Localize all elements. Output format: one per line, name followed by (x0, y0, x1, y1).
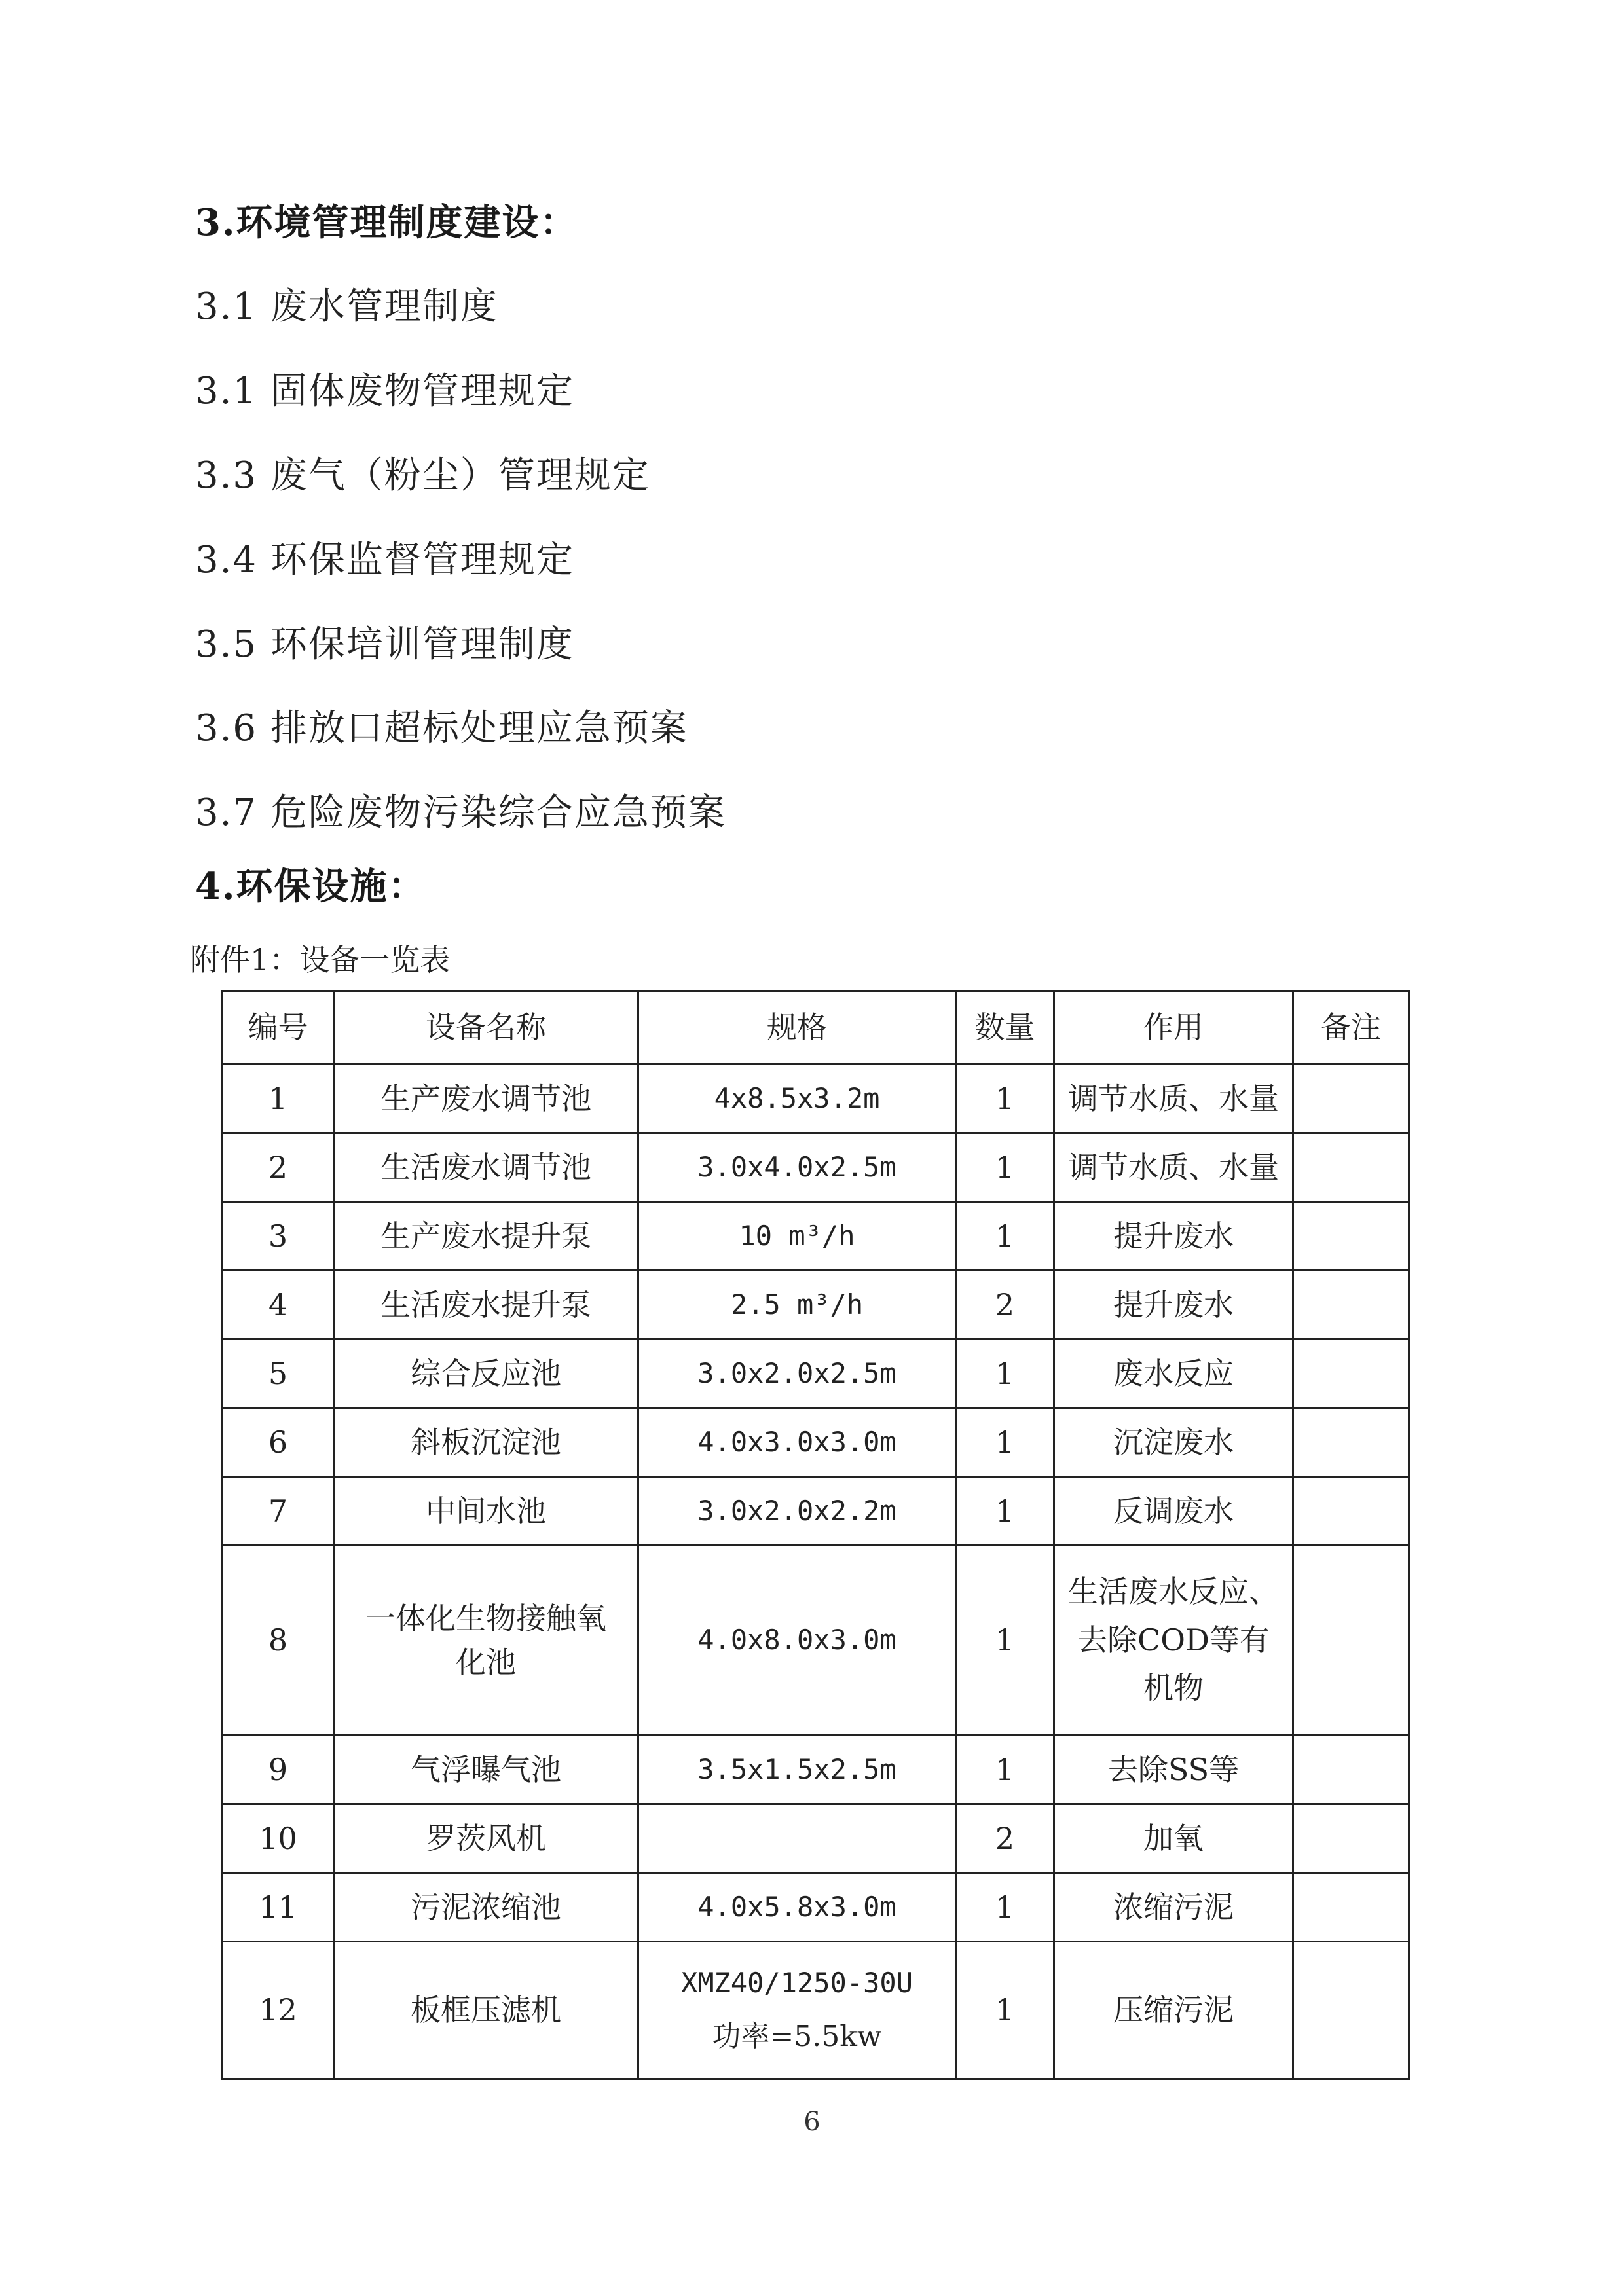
section-3-item: 3.5 环保培训管理制度 (195, 623, 574, 666)
cell-no: 8 (223, 1546, 334, 1736)
cell-spec-model: XMZ40/1250-30U (680, 1966, 913, 1999)
header-cell: 作用 (1054, 991, 1293, 1065)
cell-name: 气浮曝气池 (334, 1736, 638, 1804)
cell-note (1293, 1477, 1409, 1546)
cell-use: 调节水质、水量 (1054, 1133, 1293, 1202)
table-row (223, 1408, 1409, 1477)
section-3-item: 3.4 环保监督管理规定 (195, 539, 574, 581)
cell-qty: 1 (956, 1736, 1054, 1804)
header-cell: 备注 (1293, 991, 1409, 1065)
header-cell: 规格 (638, 991, 956, 1065)
cell-qty: 1 (956, 1477, 1054, 1546)
cell-use: 浓缩污泥 (1054, 1873, 1293, 1942)
cell-qty: 1 (956, 1065, 1054, 1133)
section-3-item: 3.1 废水管理制度 (195, 285, 498, 328)
cell-note (1293, 1736, 1409, 1804)
cell-name: 罗茨风机 (334, 1804, 638, 1873)
cell-note (1293, 1271, 1409, 1339)
cell-name: 一体化生物接触氧化池 (334, 1546, 638, 1736)
section-3-heading: 3.环境管理制度建设： (195, 201, 578, 244)
table-row (223, 1873, 1409, 1942)
cell-note (1293, 1133, 1409, 1202)
table-row (223, 1477, 1409, 1546)
cell-use: 压缩污泥 (1054, 1942, 1293, 2079)
cell-no: 4 (223, 1271, 334, 1339)
cell-no: 9 (223, 1736, 334, 1804)
header-cell: 数量 (956, 991, 1054, 1065)
table-row (223, 1942, 1409, 2079)
table-row (223, 1065, 1409, 1133)
header-cell: 编号 (223, 991, 334, 1065)
section-4-heading: 4.环保设施： (195, 865, 426, 908)
cell-no: 2 (223, 1133, 334, 1202)
cell-name: 综合反应池 (334, 1339, 638, 1408)
cell-name: 生产废水调节池 (334, 1065, 638, 1133)
cell-spec: 4.0x3.0x3.0m (638, 1408, 956, 1477)
cell-qty: 1 (956, 1942, 1054, 2079)
cell-use: 去除SS等 (1054, 1736, 1293, 1804)
header-cell: 设备名称 (334, 991, 638, 1065)
cell-name: 生活废水提升泵 (334, 1271, 638, 1339)
cell-note (1293, 1339, 1409, 1408)
cell-note (1293, 1408, 1409, 1477)
cell-spec: 3.0x2.0x2.5m (638, 1339, 956, 1408)
cell-qty: 1 (956, 1339, 1054, 1408)
table-row (223, 1133, 1409, 1202)
cell-no: 11 (223, 1873, 334, 1942)
cell-use: 生活废水反应、去除COD等有机物 (1054, 1546, 1293, 1736)
cell-spec: 4.0x5.8x3.0m (638, 1873, 956, 1942)
cell-use: 加氧 (1054, 1804, 1293, 1873)
table-row (223, 1546, 1409, 1736)
cell-spec: 3.0x2.0x2.2m (638, 1477, 956, 1546)
cell-use: 提升废水 (1054, 1271, 1293, 1339)
cell-use: 反调废水 (1054, 1477, 1293, 1546)
cell-note (1293, 1065, 1409, 1133)
cell-qty: 1 (956, 1202, 1054, 1271)
cell-name: 板框压滤机 (334, 1942, 638, 2079)
cell-no: 5 (223, 1339, 334, 1408)
cell-name: 生产废水提升泵 (334, 1202, 638, 1271)
cell-no: 7 (223, 1477, 334, 1546)
cell-name: 污泥浓缩池 (334, 1873, 638, 1942)
cell-no: 10 (223, 1804, 334, 1873)
page-number: 6 (803, 2107, 821, 2137)
cell-use: 调节水质、水量 (1054, 1065, 1293, 1133)
cell-no: 1 (223, 1065, 334, 1133)
equipment-table (221, 990, 1410, 2080)
cell-name: 中间水池 (334, 1477, 638, 1546)
cell-no: 12 (223, 1942, 334, 2079)
cell-spec (638, 1804, 956, 1873)
table-row (223, 1339, 1409, 1408)
cell-note (1293, 1804, 1409, 1873)
table-header-row (223, 991, 1409, 1065)
cell-no: 6 (223, 1408, 334, 1477)
cell-use: 废水反应 (1054, 1339, 1293, 1408)
cell-spec: 3.5x1.5x2.5m (638, 1736, 956, 1804)
section-3-item: 3.3 废气（粉尘）管理规定 (195, 454, 650, 497)
cell-qty: 1 (956, 1133, 1054, 1202)
cell-name: 生活废水调节池 (334, 1133, 638, 1202)
cell-qty: 2 (956, 1271, 1054, 1339)
cell-note (1293, 1546, 1409, 1736)
table-row (223, 1271, 1409, 1339)
cell-use: 沉淀废水 (1054, 1408, 1293, 1477)
cell-spec (638, 1942, 956, 2079)
cell-spec: 10 m³/h (638, 1202, 956, 1271)
table-row (223, 1736, 1409, 1804)
cell-qty: 1 (956, 1873, 1054, 1942)
section-3-item: 3.6 排放口超标处理应急预案 (195, 707, 688, 750)
cell-spec-power: 功率=5.5kw (712, 2019, 882, 2053)
cell-name: 斜板沉淀池 (334, 1408, 638, 1477)
table-row (223, 1804, 1409, 1873)
section-3-item: 3.7 危险废物污染综合应急预案 (195, 792, 726, 834)
cell-qty: 1 (956, 1546, 1054, 1736)
cell-use: 提升废水 (1054, 1202, 1293, 1271)
cell-spec: 3.0x4.0x2.5m (638, 1133, 956, 1202)
section-3-item: 3.1 固体废物管理规定 (195, 370, 574, 412)
table-caption: 附件1：设备一览表 (190, 942, 451, 977)
cell-spec: 4.0x8.0x3.0m (638, 1546, 956, 1736)
cell-note (1293, 1942, 1409, 2079)
cell-qty: 2 (956, 1804, 1054, 1873)
table-row (223, 1202, 1409, 1271)
cell-note (1293, 1202, 1409, 1271)
cell-no: 3 (223, 1202, 334, 1271)
cell-qty: 1 (956, 1408, 1054, 1477)
cell-spec: 2.5 m³/h (638, 1271, 956, 1339)
cell-spec: 4x8.5x3.2m (638, 1065, 956, 1133)
cell-note (1293, 1873, 1409, 1942)
